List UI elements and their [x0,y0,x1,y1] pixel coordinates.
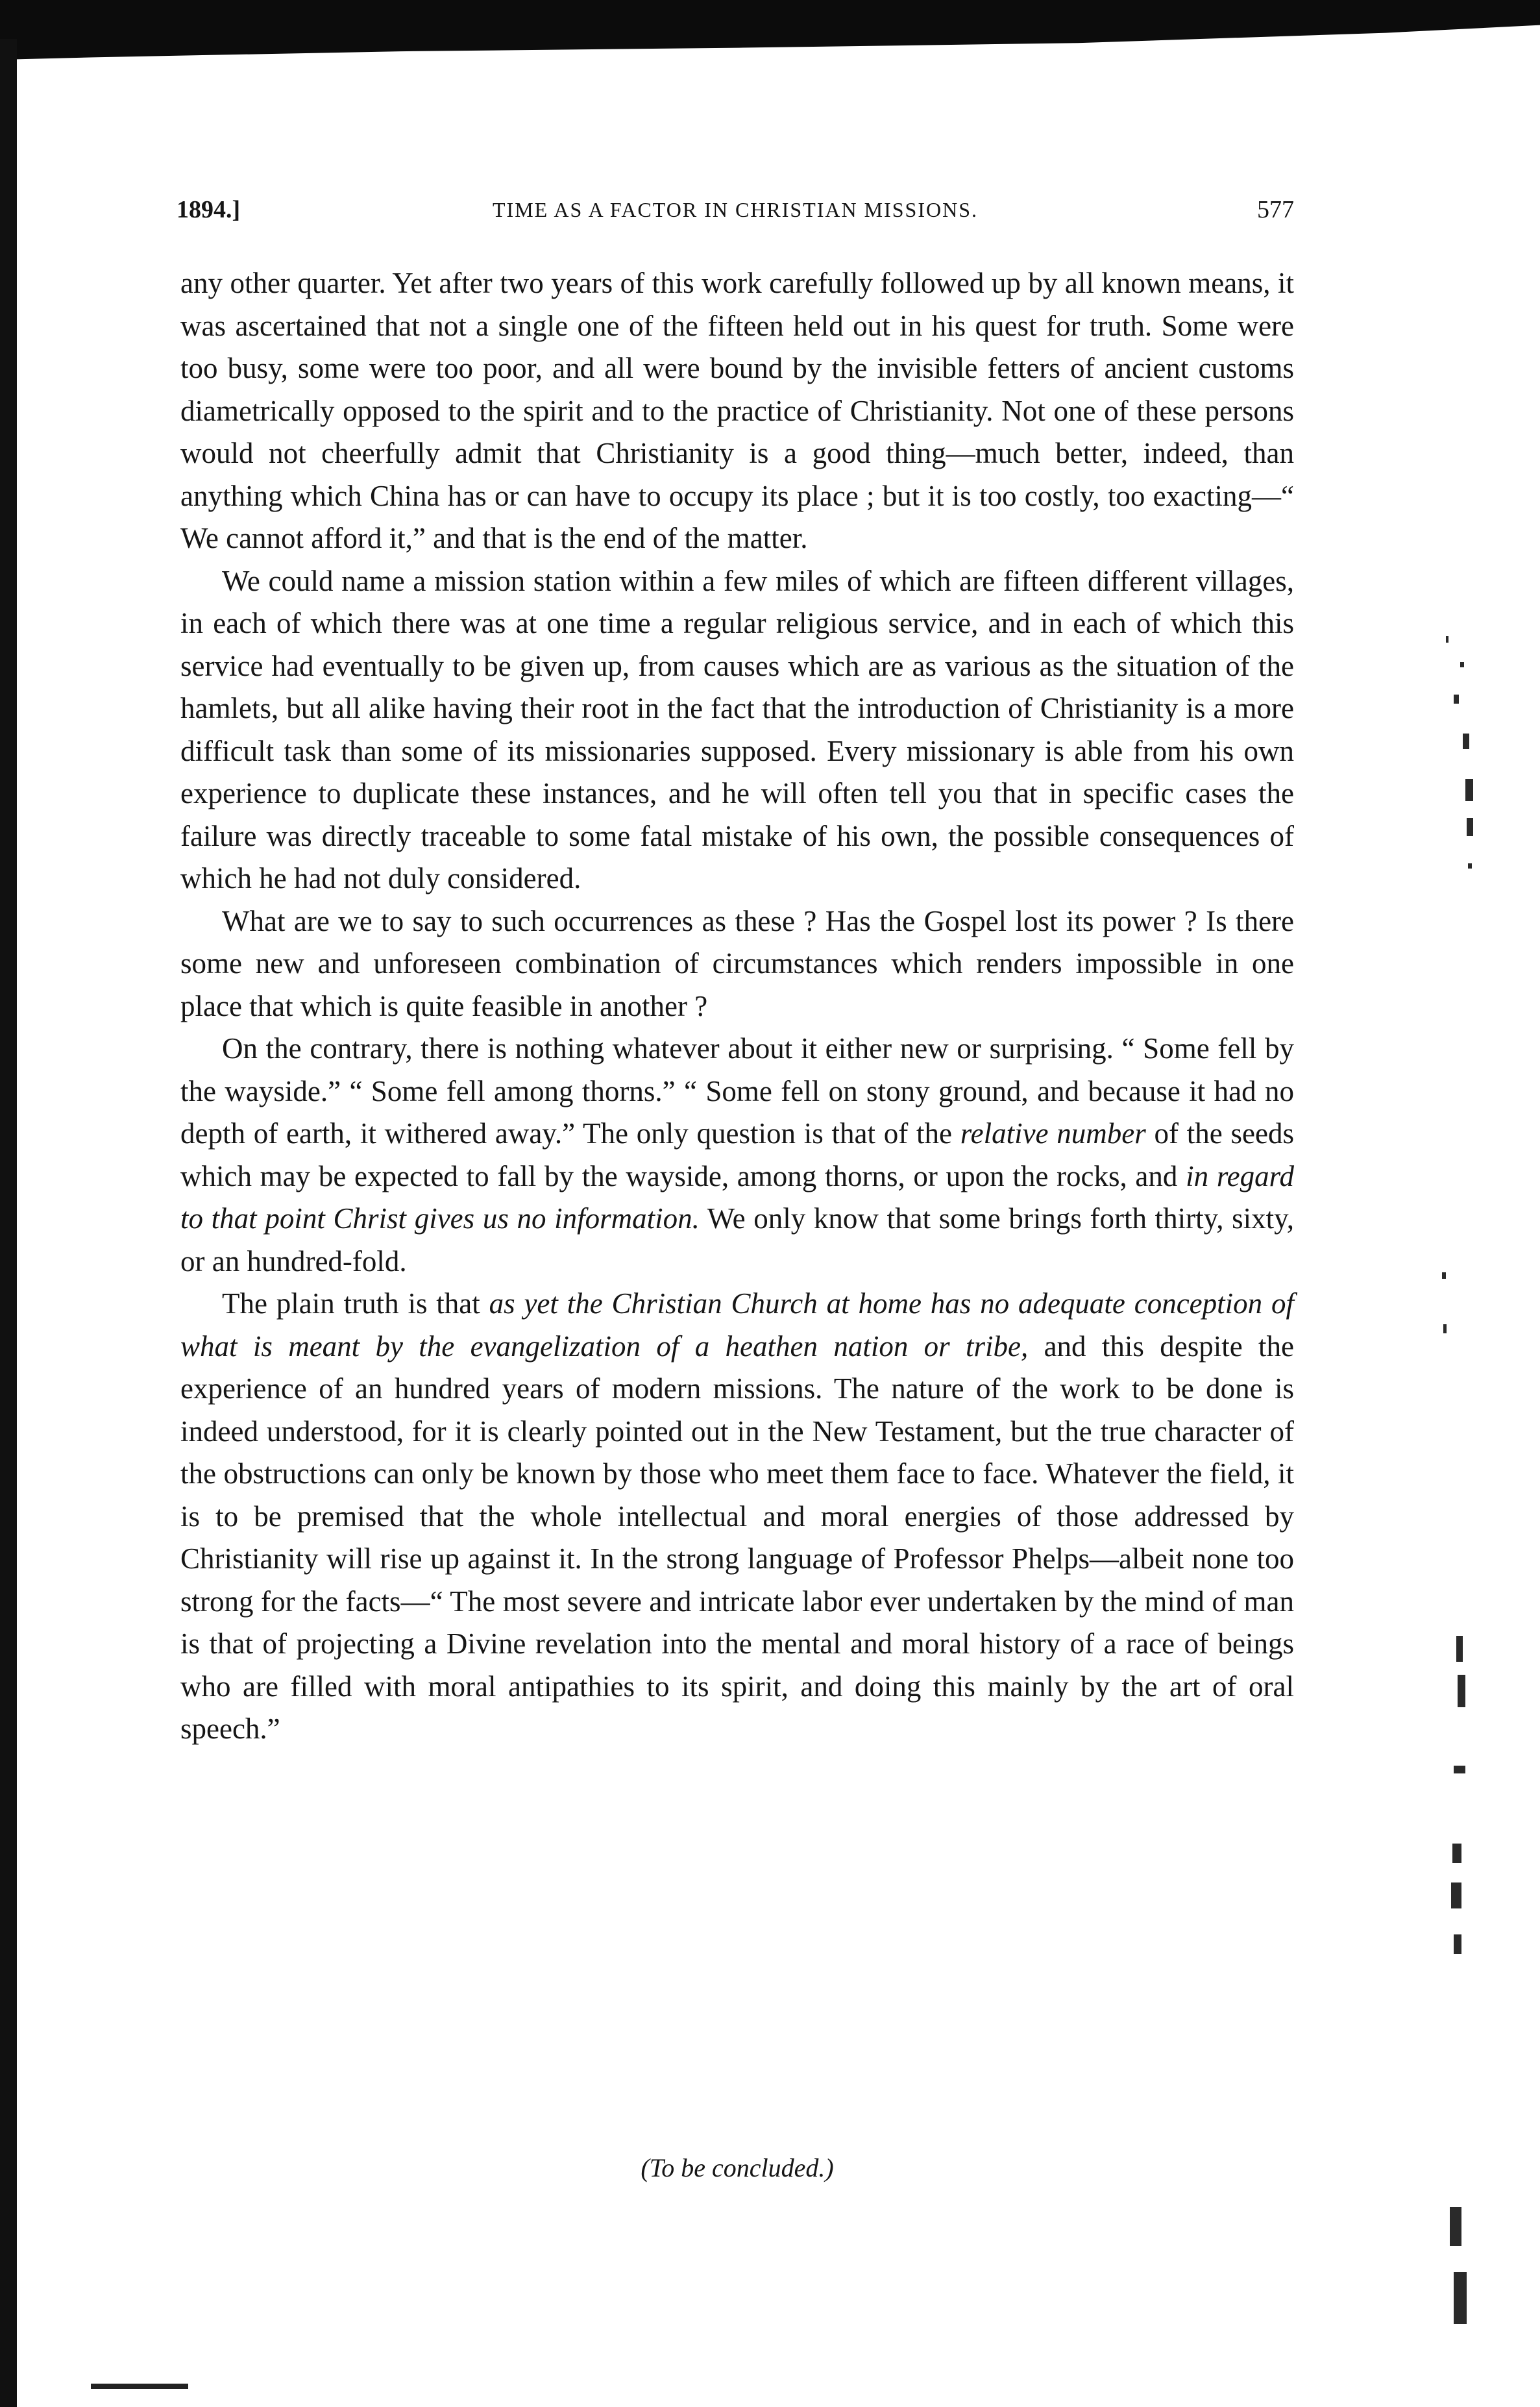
paragraph [180,1028,1294,1283]
paragraph-text: We only know that some brings forth thirty, sixty, or an hundred-fold. [180,1202,1294,1278]
paragraph [180,262,1294,560]
paragraph-text: The plain truth is that [222,1287,489,1320]
header-running-title: TIME AS A FACTOR IN CHRISTIAN MISSIONS. [492,198,979,221]
paragraph [180,900,1294,1028]
italic-text: as yet the Christian Church at home has no adequate conception of what is meant by the evangelization of a heathen nation or tribe, [180,1287,1294,1363]
italic-text: relative number [960,1117,1146,1150]
closing-note: (To be concluded.) [641,2153,834,2182]
header-year: 1894.] [177,196,241,223]
scan-margin-specks [1434,623,1506,2376]
scan-bottom-mark [91,2384,188,2389]
paragraph-text: and this despite the experience of an hundred years of modern missions. The nature of the work to be done is indeed understood, for it is clearly pointed out in the New Testament, but the true character of the obstructions can only be known by those who meet them face to face. Whatever the field, it is to be premised that the whole intellectual and moral energies of those addressed by Christianity will rise up against it. In the strong language of Professor Phelps—albeit none too strong for the facts—“ The most severe and intricate labor ever undertaken by the mind of man is that of projecting a Divine revelation into the mental and moral history of a race of beings who are filled with moral antipathies to its spirit, and doing this mainly by the art of oral speech.” [180,1329,1295,1745]
header-page-number: 577 [1257,196,1294,223]
paragraph-text: any other quarter. Yet after two years of this work carefully followed up by all known means, it was ascertained that not a single one of the fifteen held out in his quest for truth. Some were too busy, some were too poor, and all were bound by the invisible fetters of ancient customs diametrically opposed to the spirit and to the practice of Christianity. Not one of these persons would not cheerfully admit that Christianity is a good thing—much better, indeed, than anything which China has or can have to occupy its place ; but it is too costly, too exacting—“ We cannot afford it,” and that is the end of the matter. [180,267,1294,554]
running-header [177,188,1294,231]
paragraph-text: We could name a mission station within a few miles of which are fifteen different villages, in each of which there was at one time a regular religious service, and in each of which this service had eventually to be given up, from causes which are as various as the situation of the hamlets, but all alike having their root in the fact that the introduction of Christianity is a more difficult task than some of its missionaries supposed. Every missionary is able from his own experience to duplicate these instances, and he will often tell you that in specific cases the failure was directly traceable to some fatal mistake of his own, the possible consequences of which he had not duly considered. [180,564,1294,895]
scan-left-border [0,39,17,2407]
paragraph-text: of the seeds which may be expected to fall by the wayside, among thorns, or upon the rocks, and [180,1117,1294,1192]
paragraph [180,1283,1294,1751]
article-body [180,262,1294,1751]
paragraph-text: On the contrary, there is nothing whatever about it either new or surprising. “ Some fell by the wayside.” “ Some fell among thorns.” “ Some fell on stony ground, and because it had no depth of earth, it withered away.” The only question is that of the [180,1032,1294,1150]
paragraph-text: What are we to say to such occurrences as these ? Has the Gospel lost its power ? Is there some new and unforeseen combination of circumstances which renders impossible in one place that which is quite feasible in another ? [180,904,1294,1022]
italic-text: in regard to that point Christ gives us no information. [180,1159,1294,1235]
paragraph [180,560,1294,900]
scan-top-border [0,0,1540,60]
